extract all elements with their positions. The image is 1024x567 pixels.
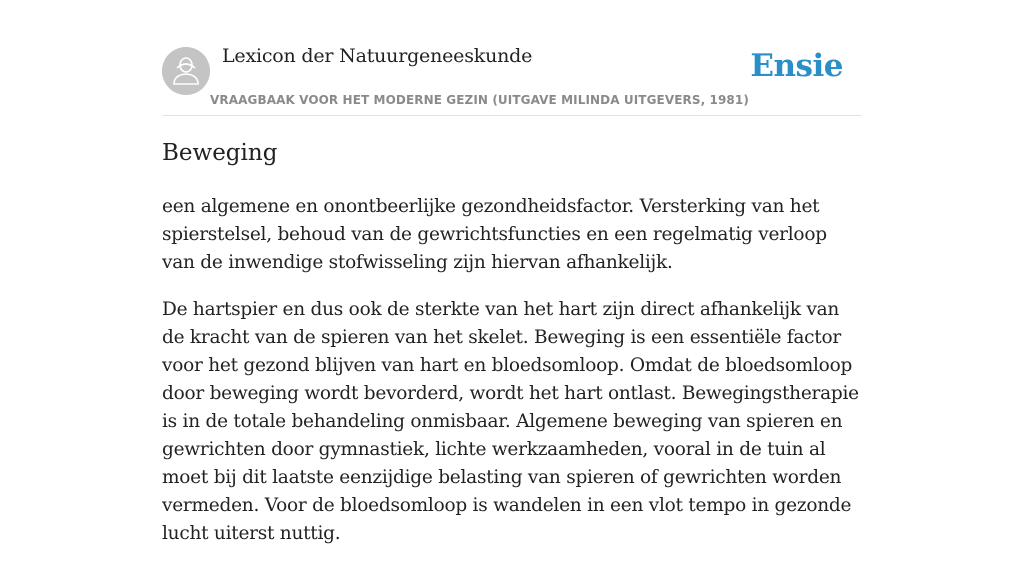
source-label[interactable]: VRAAGBAAK VOOR HET MODERNE GEZIN (UITGAVE MILINDA UITGEVERS, 1981) xyxy=(210,93,749,107)
avatar[interactable] xyxy=(162,47,210,95)
article-body xyxy=(162,193,862,567)
paragraph: De hartspier en dus ook de sterkte van het hart zijn direct afhankelijk van de kracht van de spieren van het skelet. Beweging is een essentiële factor voor het gezond blijven van hart en bloedsomloop. Omdat de bloedsomloop door beweging wordt bevorderd, wordt het hart ontlast. Bewegingstherapie is in de totale behandeling onmisbaar. Algemene beweging van spieren en gewrichten door gymnastiek, lichte werkzaamheden, vooral in de tuin al moet bij dit laatste eenzijdige belasting van spieren of gewrichten worden vermeden. Voor de bloedsomloop is wandelen in een vlot tempo in gezonde lucht uiterst nuttig. xyxy=(162,299,859,544)
paragraph: een algemene en onontbeerlijke gezondheidsfactor. Versterking van het spierstelsel, behoud van de gewrichtsfuncties en een regelmatig verloop van de inwendige stofwisseling zijn hiervan afhankelijk. xyxy=(162,196,827,273)
header xyxy=(162,0,862,116)
page xyxy=(162,0,862,544)
brand-logo[interactable]: Ensie xyxy=(750,48,843,84)
user-icon xyxy=(162,47,210,95)
author-name[interactable]: Lexicon der Natuurgeneeskunde xyxy=(222,45,533,67)
article-title: Beweging xyxy=(162,140,278,166)
